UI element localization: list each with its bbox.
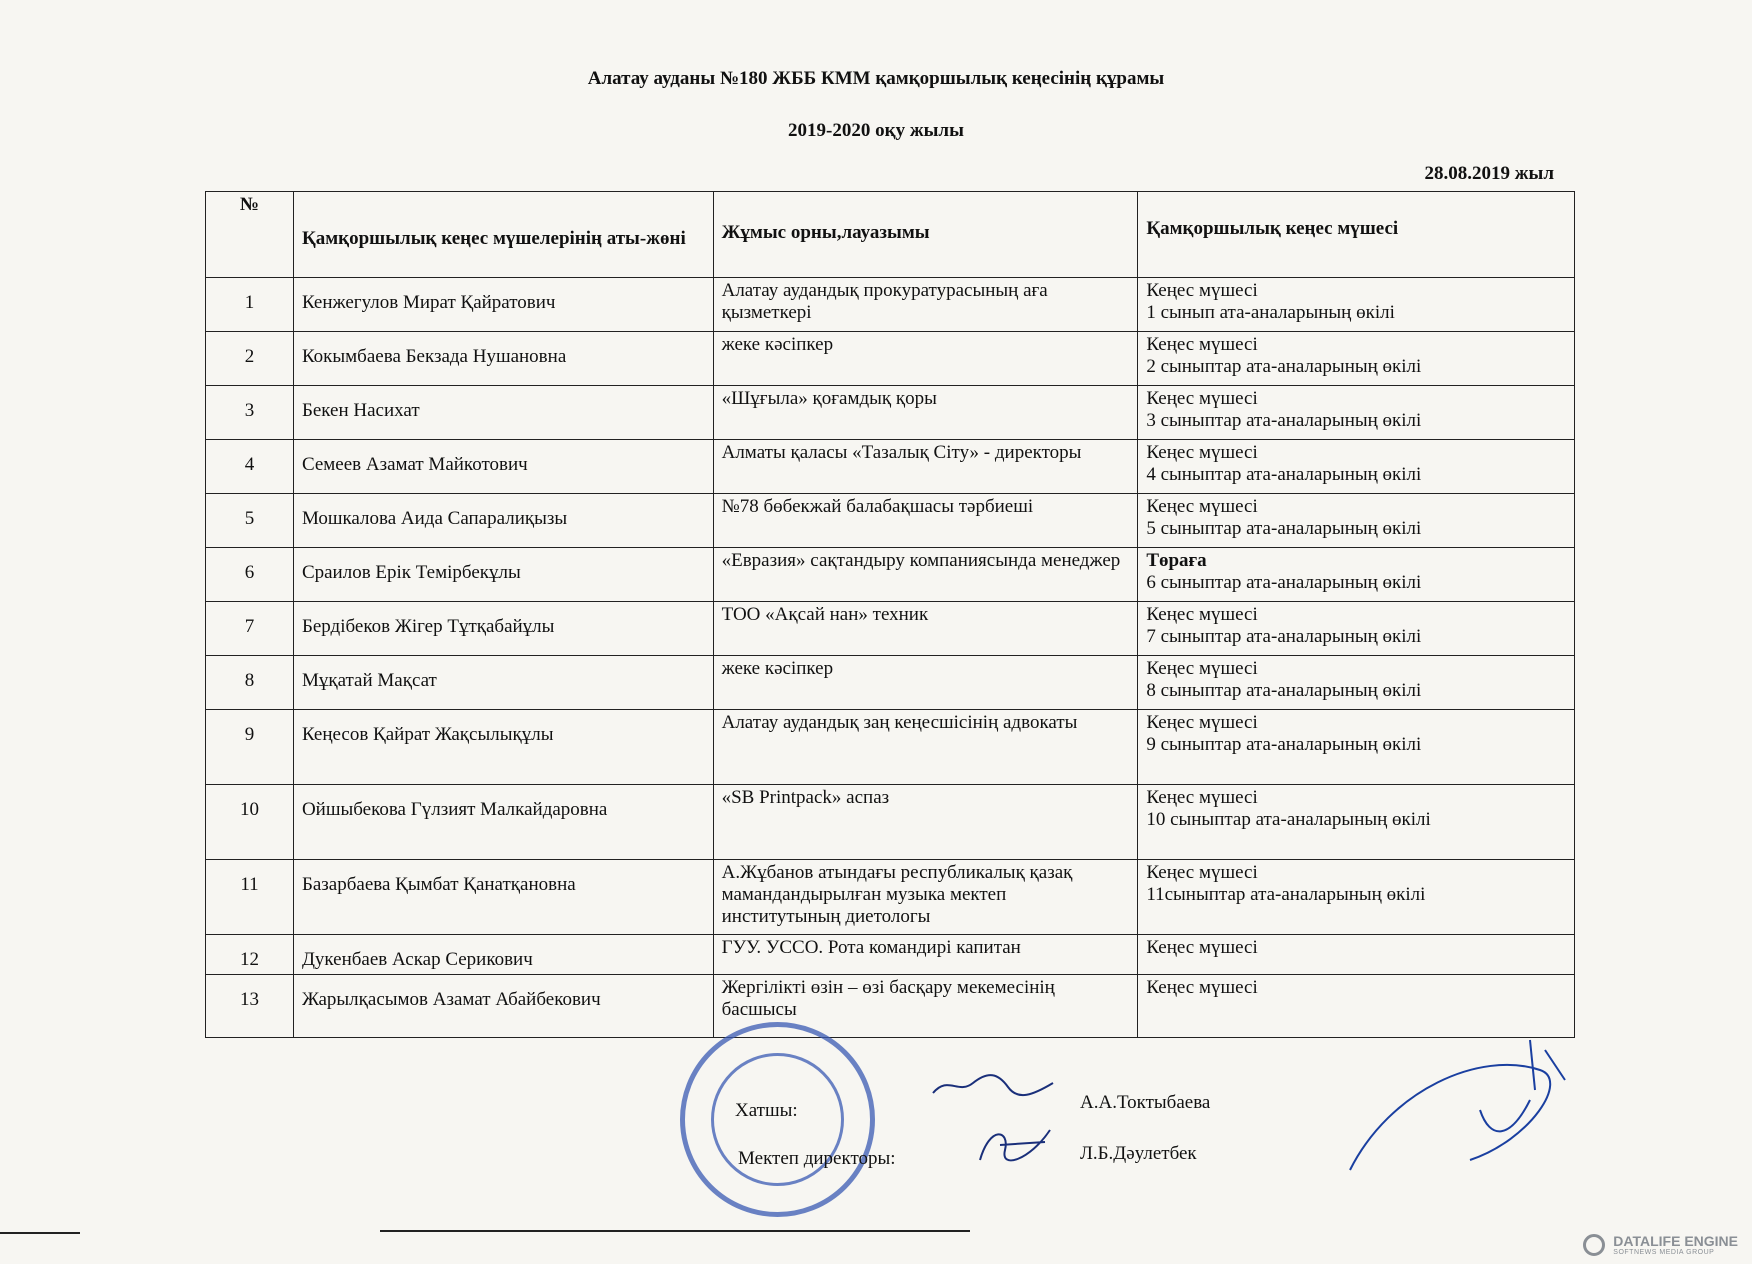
col-header-num: № [206,192,294,278]
row-number: 5 [206,494,294,548]
member-role-cell [1138,935,1575,975]
table-row [206,656,1575,710]
table-row [206,548,1575,602]
member-role: Кеңес мүшесі [1146,604,1258,625]
table-row [206,860,1575,935]
secretary-signature [928,1065,1058,1105]
member-job: жеке кәсіпкер [713,656,1138,710]
document-title: Алатау ауданы №180 ЖББ КММ қамқоршылық кеңесінің құрамы [587,68,1165,89]
academic-year: 2019-2020 оқу жылы [788,120,964,141]
member-name: Базарбаева Қымбат Қанатқановна [293,860,713,935]
member-representation: 2 сыныптар ата-аналарының өкілі [1146,355,1422,377]
table-row [206,975,1575,1038]
member-job: Алматы қаласы «Тазалық Сіту» - директоры [713,440,1138,494]
row-number: 13 [206,975,294,1038]
member-role-cell [1138,602,1575,656]
table-row [206,332,1575,386]
row-number: 6 [206,548,294,602]
secretary-name: А.А.Токтыбаева [1080,1092,1211,1113]
table-row [206,935,1575,975]
row-number: 2 [206,332,294,386]
member-name: Бекен Насихат [293,386,713,440]
member-name: Мұқатай Мақсат [293,656,713,710]
member-role-cell [1138,548,1575,602]
member-representation: 10 сыныптар ата-аналарының өкілі [1146,808,1431,830]
member-role-cell [1138,386,1575,440]
member-role: Кеңес мүшесі [1146,388,1258,409]
member-representation: 5 сыныптар ата-аналарының өкілі [1146,517,1422,539]
member-name: Кенжегулов Мират Қайратович [293,278,713,332]
member-role: Кеңес мүшесі [1146,712,1258,733]
watermark [1583,1233,1738,1256]
row-number: 4 [206,440,294,494]
row-number: 11 [206,860,294,935]
member-job: №78 бөбекжай балабақшасы тәрбиеші [713,494,1138,548]
datalife-logo-icon [1583,1234,1605,1256]
row-number: 10 [206,785,294,860]
col-header-job: Жұмыс орны,лауазымы [713,192,1138,278]
table-row [206,710,1575,785]
member-job: «Евразия» сақтандыру компаниясында менеджер [713,548,1138,602]
member-job: Жергілікті өзін – өзі басқару мекемесінің басшысы [713,975,1138,1038]
table-row [206,494,1575,548]
member-name: Ойшыбекова Гүлзият Малкайдаровна [293,785,713,860]
member-role-cell [1138,440,1575,494]
row-number: 12 [206,935,294,975]
member-representation: 9 сыныптар ата-аналарының өкілі [1146,733,1422,755]
member-representation: 8 сыныптар ата-аналарының өкілі [1146,679,1422,701]
table-row [206,602,1575,656]
member-name: Жарылқасымов Азамат Абайбекович [293,975,713,1038]
member-name: Мошкалова Аида Сапаралиқызы [293,494,713,548]
member-job: ТОО «Ақсай нан» техник [713,602,1138,656]
member-role: Кеңес мүшесі [1146,787,1258,808]
member-name: Бердібеков Жігер Тұтқабайұлы [293,602,713,656]
member-role-cell [1138,785,1575,860]
member-role: Төраға [1146,550,1207,571]
member-name: Кокымбаева Бекзада Нушановна [293,332,713,386]
member-role-cell [1138,332,1575,386]
watermark-main: DATALIFE ENGINE [1613,1233,1738,1249]
member-name: Дукенбаев Аскар Серикович [293,935,713,975]
member-role: Кеңес мүшесі [1146,862,1258,883]
table-row [206,440,1575,494]
member-role: Кеңес мүшесі [1146,442,1258,463]
table-header-row [206,192,1575,278]
member-job: «SB Printpack» аспаз [713,785,1138,860]
member-job: А.Жұбанов атындағы республикалық қазақ мамандандырылған музыка мектеп институтының диетологы [713,860,1138,935]
secretary-label: Хатшы: [735,1100,798,1121]
member-representation: 7 сыныптар ата-аналарының өкілі [1146,625,1422,647]
member-job: ГУУ. УССО. Рота командирі капитан [713,935,1138,975]
member-representation: 3 сыныптар ата-аналарының өкілі [1146,409,1422,431]
member-role-cell [1138,975,1575,1038]
member-job: «Шұғыла» қоғамдық қоры [713,386,1138,440]
row-number: 7 [206,602,294,656]
member-role-cell [1138,656,1575,710]
table-row [206,386,1575,440]
large-signature [1330,1030,1580,1180]
member-role-cell [1138,494,1575,548]
director-label: Мектеп директоры: [738,1148,896,1169]
row-number: 9 [206,710,294,785]
table-row [206,785,1575,860]
scan-line-left [0,1232,80,1234]
member-name: Сраилов Ерік Темірбекұлы [293,548,713,602]
member-role-cell [1138,278,1575,332]
member-role: Кеңес мүшесі [1146,937,1258,958]
member-role: Кеңес мүшесі [1146,280,1258,301]
member-role: Кеңес мүшесі [1146,658,1258,679]
member-representation: 11сыныптар ата-аналарының өкілі [1146,883,1426,905]
director-signature [970,1120,1060,1170]
member-role: Кеңес мүшесі [1146,496,1258,517]
member-representation: 1 сынып ата-аналарының өкілі [1146,301,1395,323]
council-table [205,191,1575,1038]
member-role: Кеңес мүшесі [1146,977,1258,998]
document-date: 28.08.2019 жыл [1424,163,1554,184]
member-job: Алатау аудандық прокуратурасының аға қызметкері [713,278,1138,332]
member-representation: 6 сыныптар ата-аналарының өкілі [1146,571,1422,593]
member-name: Семеев Азамат Майкотович [293,440,713,494]
watermark-sub: SOFTNEWS MEDIA GROUP [1613,1249,1715,1256]
member-job: Алатау аудандық заң кеңесшісінің адвокаты [713,710,1138,785]
col-header-role: Қамқоршылық кеңес мүшесі [1138,192,1575,278]
member-role-cell [1138,710,1575,785]
director-name: Л.Б.Дәулетбек [1080,1143,1197,1164]
row-number: 1 [206,278,294,332]
row-number: 3 [206,386,294,440]
member-role-cell [1138,860,1575,935]
member-representation: 4 сыныптар ата-аналарының өкілі [1146,463,1422,485]
table-row [206,278,1575,332]
member-role: Кеңес мүшесі [1146,334,1258,355]
member-job: жеке кәсіпкер [713,332,1138,386]
member-name: Кеңесов Қайрат Жақсылықұлы [293,710,713,785]
scan-line-center [380,1230,970,1232]
col-header-name: Қамқоршылық кеңес мүшелерінің аты-жөні [293,192,713,278]
row-number: 8 [206,656,294,710]
